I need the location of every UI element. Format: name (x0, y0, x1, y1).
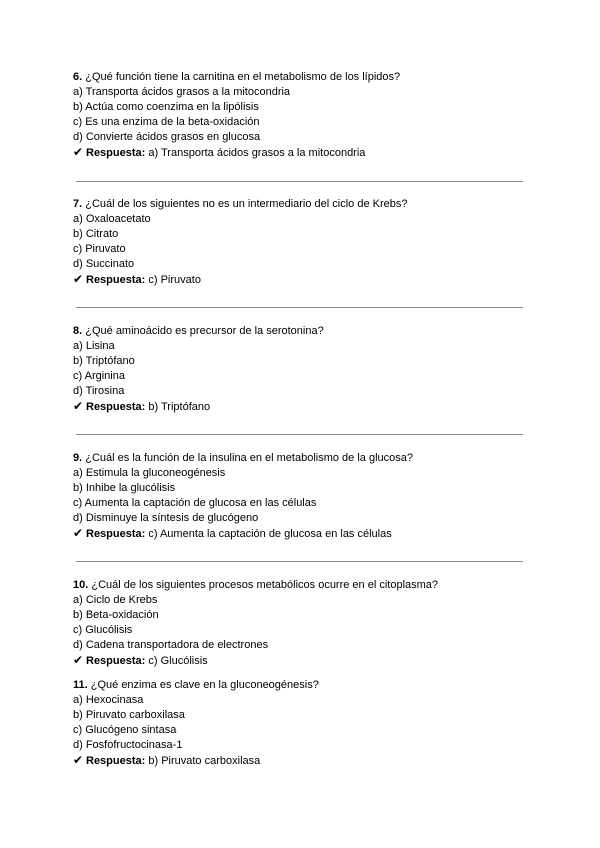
question-8 (73, 324, 543, 416)
question-number: 10. (73, 579, 89, 591)
divider (76, 434, 523, 435)
answer-line (73, 399, 543, 415)
option-b: b) Piruvato carboxilasa (73, 709, 185, 722)
option-c: c) Aumenta la captación de glucosa en las células (73, 497, 317, 510)
option-b: b) Triptófano (73, 355, 135, 368)
question-prompt (73, 678, 543, 693)
answer-line (73, 145, 543, 161)
answer-text: c) Glucólisis (148, 655, 208, 668)
option-a: a) Ciclo de Krebs (73, 594, 158, 607)
answer-line (73, 653, 543, 669)
option-b: b) Inhibe la glucólisis (73, 482, 176, 495)
question-prompt (73, 324, 543, 339)
question-text: ¿Cuál es la función de la insulina en el metabolismo de la glucosa? (85, 452, 413, 464)
answer-line (73, 753, 543, 769)
question-text: ¿Qué aminoácido es precursor de la serotonina? (85, 325, 324, 337)
option-a: a) Hexocinasa (73, 694, 144, 707)
option-d: d) Succinato (73, 258, 135, 271)
divider (76, 561, 523, 562)
answer-label: Respuesta: (86, 528, 146, 541)
option-a: a) Lisina (73, 340, 115, 353)
checkmark-icon: ✔ (73, 753, 84, 768)
answer-line (73, 526, 543, 542)
divider (76, 307, 523, 308)
answer-label: Respuesta: (86, 755, 146, 768)
answer-text: c) Piruvato (148, 274, 201, 287)
question-9 (73, 451, 543, 543)
option-a: a) Estimula la gluconeogénesis (73, 467, 226, 480)
option-d: d) Tirosina (73, 385, 125, 398)
option-c: c) Piruvato (73, 243, 126, 256)
question-prompt (73, 70, 543, 85)
question-prompt (73, 451, 543, 466)
question-number: 11. (73, 679, 88, 691)
question-text: ¿Cuál de los siguientes procesos metabólicos ocurre en el citoplasma? (91, 579, 439, 591)
option-b: b) Actúa como coenzima en la lipólisis (73, 101, 259, 114)
option-c: c) Glucólisis (73, 624, 133, 637)
option-a: a) Transporta ácidos grasos a la mitocondria (73, 86, 291, 99)
option-d: d) Fosfofructocinasa-1 (73, 739, 183, 752)
option-c: c) Arginina (73, 370, 125, 383)
question-prompt (73, 197, 543, 212)
answer-text: b) Triptófano (148, 401, 211, 414)
checkmark-icon: ✔ (73, 653, 84, 668)
answer-label: Respuesta: (86, 655, 146, 668)
question-number: 7. (73, 198, 83, 210)
answer-text: a) Transporta ácidos grasos a la mitocondria (148, 147, 366, 160)
question-text: ¿Qué enzima es clave en la gluconeogénesis? (90, 679, 319, 691)
question-number: 9. (73, 452, 83, 464)
answer-label: Respuesta: (86, 401, 146, 414)
answer-label: Respuesta: (86, 147, 146, 160)
option-c: c) Es una enzima de la beta-oxidación (73, 116, 260, 129)
checkmark-icon: ✔ (73, 272, 84, 287)
option-d: d) Cadena transportadora de electrones (73, 639, 269, 652)
option-b: b) Beta-oxidación (73, 609, 159, 622)
question-7 (73, 197, 543, 289)
checkmark-icon: ✔ (73, 145, 84, 160)
question-text: ¿Cuál de los siguientes no es un intermediario del ciclo de Krebs? (85, 198, 408, 210)
option-d: d) Disminuye la síntesis de glucógeno (73, 512, 259, 525)
divider (76, 181, 523, 182)
answer-line (73, 272, 543, 288)
checkmark-icon: ✔ (73, 399, 84, 414)
question-10 (73, 578, 543, 670)
answer-label: Respuesta: (86, 274, 146, 287)
question-11 (73, 678, 543, 770)
answer-text: c) Aumenta la captación de glucosa en las células (148, 528, 392, 541)
question-number: 6. (73, 71, 83, 83)
checkmark-icon: ✔ (73, 526, 84, 541)
option-c: c) Glucógeno sintasa (73, 724, 177, 737)
question-6 (73, 70, 543, 162)
question-prompt (73, 578, 543, 593)
option-d: d) Convierte ácidos grasos en glucosa (73, 131, 261, 144)
question-number: 8. (73, 325, 83, 337)
option-b: b) Citrato (73, 228, 119, 241)
question-text: ¿Qué función tiene la carnitina en el metabolismo de los lípidos? (85, 71, 401, 83)
answer-text: b) Piruvato carboxilasa (148, 755, 261, 768)
option-a: a) Oxaloacetato (73, 213, 151, 226)
